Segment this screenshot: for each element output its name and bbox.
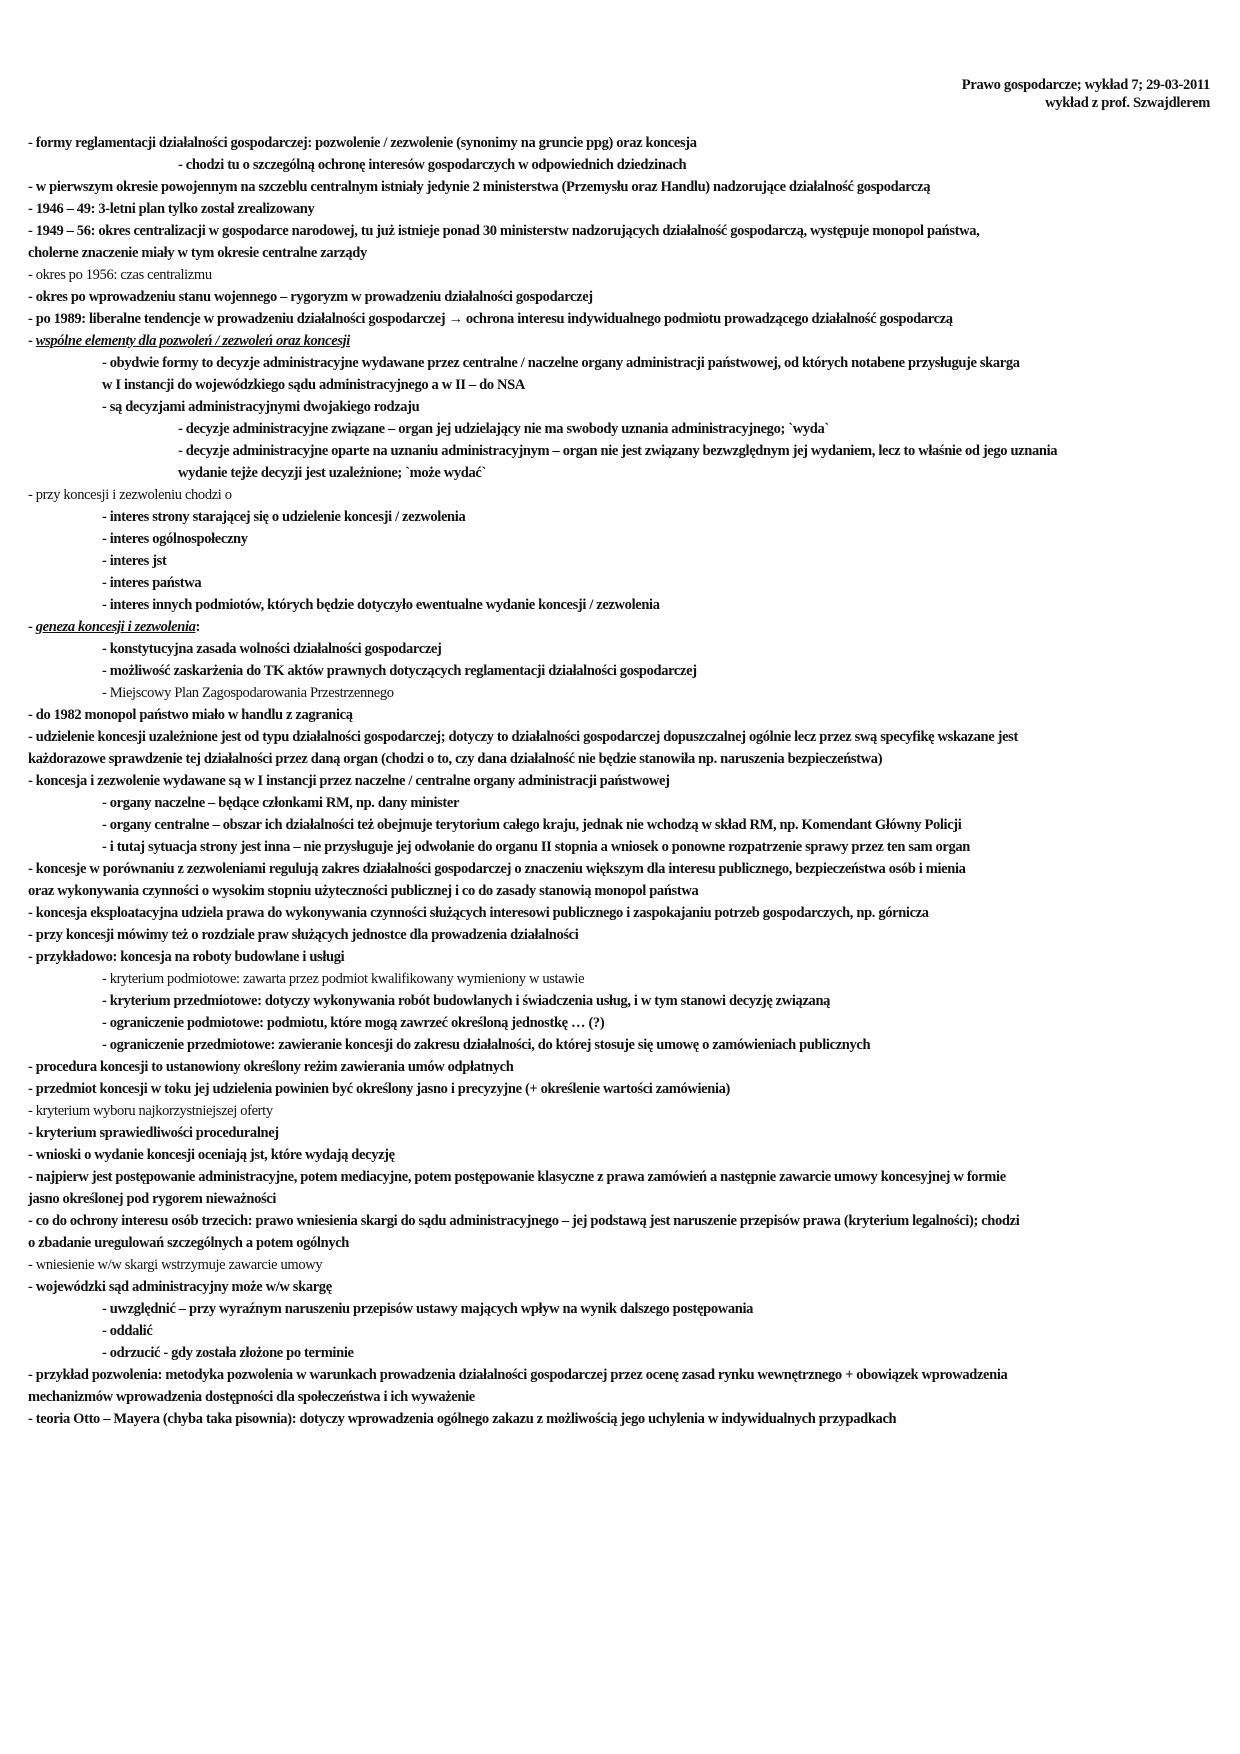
text-line: [28, 836, 1218, 858]
text-line: [28, 1122, 1218, 1144]
text-line: [28, 462, 1218, 484]
line-text: - chodzi tu o szczególną ochronę interesów gospodarczych w odpowiednich dziedzinach: [178, 157, 687, 173]
text-line: [28, 154, 1218, 176]
line-text: każdorazowe sprawdzenie tej działalności przez daną organ (chodzi o to, czy dana działalność nie będzie stanowiła np. naruszenia bezpieczeństwa): [28, 751, 883, 767]
text-line: [28, 506, 1218, 528]
line-text: - interes państwa: [102, 575, 202, 591]
line-text: - przy koncesji mówimy też o rozdziale praw służących jednostce dla prowadzenia działalności: [28, 927, 579, 943]
text-line: [28, 528, 1218, 550]
line-text: - najpierw jest postępowanie administracyjne, potem mediacyjne, potem postępowanie klasyczne z prawa zamówień a następnie zawarcie umowy koncesyjnej w formie: [28, 1169, 1006, 1185]
line-text: - i tutaj sytuacja strony jest inna – nie przysługuje jej odwołanie do organu II stopnia a wniosek o ponowne rozpatrzenie sprawy przez ten sam organ: [102, 839, 971, 855]
text-line: [28, 1320, 1218, 1342]
line-text: - przedmiot koncesji w toku jej udzielenia powinien być określony jasno i precyzyjne (+ określenie wartości zamówienia): [28, 1081, 731, 1097]
text-line: [28, 308, 1218, 330]
text-line: [28, 374, 1218, 396]
text-line: [28, 176, 1218, 198]
text-line: [28, 924, 1218, 946]
line-text: w I instancji do wojewódzkiego sądu administracyjnego a w II – do NSA: [102, 377, 525, 393]
line-text: o zbadanie uregulowań szczególnych a potem ogólnych: [28, 1235, 350, 1251]
line-text: - interes jst: [102, 553, 167, 569]
text-line: [28, 968, 1218, 990]
line-text: - co do ochrony interesu osób trzecich: prawo wniesienia skargi do sądu administracyjnego – jej podstawą jest naruszenie przepisów prawa (kryterium legalności); chodzi: [28, 1213, 1020, 1229]
text-line: [28, 946, 1218, 968]
text-line: [28, 198, 1218, 220]
text-line: [28, 726, 1218, 748]
text-line: [28, 1298, 1218, 1320]
text-line: [28, 396, 1218, 418]
line-text: - są decyzjami administracyjnymi dwojakiego rodzaju: [102, 399, 420, 415]
line-text: -: [28, 333, 36, 349]
document-subtitle: wykład z prof. Szwajdlerem: [1045, 95, 1210, 111]
text-line: [28, 990, 1218, 1012]
text-line: [28, 748, 1218, 770]
text-line: [28, 286, 1218, 308]
text-line: [28, 1100, 1218, 1122]
line-text: - kryterium wyboru najkorzystniejszej oferty: [28, 1103, 273, 1119]
text-line: [28, 352, 1218, 374]
line-text: - wnioski o wydanie koncesji oceniają jst, które wydają decyzję: [28, 1147, 395, 1163]
document-body: [28, 132, 1218, 1430]
line-text: - Miejscowy Plan Zagospodarowania Przestrzennego: [102, 685, 394, 701]
text-line: [28, 1188, 1218, 1210]
text-line: [28, 264, 1218, 286]
line-text: - ograniczenie podmiotowe: podmiotu, które mogą zawrzeć określoną jednostkę … (?): [102, 1015, 605, 1031]
line-text: - do 1982 monopol państwo miało w handlu z zagranicą: [28, 707, 353, 723]
line-text: - udzielenie koncesji uzależnione jest od typu działalności gospodarczej; dotyczy to działalności gospodarczej dopuszczalnej ogólnie lecz przez swą specyfikę wskazane jest: [28, 729, 1018, 745]
line-text: cholerne znaczenie miały w tym okresie centralne zarządy: [28, 245, 367, 261]
text-line: [28, 1254, 1218, 1276]
text-line: [28, 1232, 1218, 1254]
text-line: [28, 682, 1218, 704]
text-line: [28, 858, 1218, 880]
line-text: - wniesienie w/w skargi wstrzymuje zawarcie umowy: [28, 1257, 323, 1273]
text-line: [28, 440, 1218, 462]
line-text: - kryterium przedmiotowe: dotyczy wykonywania robót budowlanych i świadczenia usług, i w tym stanowi decyzję związaną: [102, 993, 831, 1009]
text-line: [28, 1144, 1218, 1166]
text-line: [28, 1210, 1218, 1232]
line-text: - ograniczenie przedmiotowe: zawieranie koncesji do zakresu działalności, do której stosuje się umowę o zamówieniach publicznych: [102, 1037, 871, 1053]
text-line: [28, 330, 1218, 352]
line-text: - okres po 1956: czas centralizmu: [28, 267, 212, 283]
text-line: [28, 1056, 1218, 1078]
line-text: oraz wykonywania czynności o wysokim stopniu użyteczności publicznej i co do zasady stanowią monopol państwa: [28, 883, 699, 899]
text-line: [28, 880, 1218, 902]
section-heading: geneza koncesji i zezwolenia: [35, 619, 196, 635]
text-line: [28, 1166, 1218, 1188]
text-line: [28, 770, 1218, 792]
line-text: - interes ogólnospołeczny: [102, 531, 248, 547]
line-text: - wojewódzki sąd administracyjny może w/w skargę: [28, 1279, 332, 1295]
document-title: Prawo gospodarcze; wykład 7; 29-03-2011: [961, 77, 1210, 93]
text-line: [28, 704, 1218, 726]
text-line: [28, 1364, 1218, 1386]
line-text: - formy reglamentacji działalności gospodarczej: pozwolenie / zezwolenie (synonimy na gruncie ppg) oraz koncesja: [28, 135, 697, 151]
text-line: [28, 814, 1218, 836]
line-text: - kryterium sprawiedliwości proceduralnej: [28, 1125, 279, 1141]
text-line: [28, 1034, 1218, 1056]
line-text: - koncesja eksploatacyjna udziela prawa do wykonywania czynności służących interesowi publicznego i zaspokajaniu potrzeb gospodarczych, np. górnicza: [28, 905, 929, 921]
line-text: - 1946 – 49: 3-letni plan tylko został zrealizowany: [28, 201, 315, 217]
line-text: - decyzje administracyjne związane – organ jej udzielający nie ma swobody uznania administracyjnego; `wyda`: [178, 421, 829, 437]
line-text: - interes innych podmiotów, których będzie dotyczyło ewentualne wydanie koncesji / zezwolenia: [102, 597, 660, 613]
line-text: - w pierwszym okresie powojennym na szczeblu centralnym istniały jedynie 2 ministerstwa (Przemysłu oraz Handlu) nadzorujące działalność gospodarczą: [28, 179, 931, 195]
line-text: - obydwie formy to decyzje administracyjne wydawane przez centralne / naczelne organy administracji państwowej, od których notabene przysługuje skarga: [102, 355, 1020, 371]
line-text: - okres po wprowadzeniu stanu wojennego – rygoryzm w prowadzeniu działalności gospodarczej: [28, 289, 593, 305]
line-text: - decyzje administracyjne oparte na uznaniu administracyjnym – organ nie jest związany bezwzględnym jej wydaniem, lecz to właśnie od jego uznania: [178, 443, 1058, 459]
line-text: jasno określonej pod rygorem nieważności: [28, 1191, 277, 1207]
line-text: - uwzględnić – przy wyraźnym naruszeniu przepisów ustawy mających wpływ na wynik dalszego postępowania: [102, 1301, 754, 1317]
line-text: - oddalić: [102, 1323, 153, 1339]
line-text: - przykład pozwolenia: metodyka pozwolenia w warunkach prowadzenia działalności gospodarczej przez ocenę zasad rynku wewnętrznego + obowiązek wprowadzenia: [28, 1367, 1008, 1383]
text-line: [28, 660, 1218, 682]
line-text: - przy koncesji i zezwoleniu chodzi o: [28, 487, 232, 503]
line-text: - odrzucić - gdy została złożone po terminie: [102, 1345, 354, 1361]
text-line: [28, 1386, 1218, 1408]
line-text: - organy centralne – obszar ich działalności też obejmuje terytorium całego kraju, jednak nie wchodzą w skład RM, np. Komendant Główny Policji: [102, 817, 962, 833]
document-header: [962, 76, 1210, 112]
text-line: [28, 132, 1218, 154]
text-line: [28, 1078, 1218, 1100]
text-line: [28, 902, 1218, 924]
text-line: [28, 550, 1218, 572]
line-text: mechanizmów wprowadzenia dostępności dla społeczeństwa i ich wyważenie: [28, 1389, 475, 1405]
text-line: [28, 1408, 1218, 1430]
line-text: - teoria Otto – Mayera (chyba taka pisownia): dotyczy wprowadzenia ogólnego zakazu z możliwością jego uchylenia w indywidualnych przypadkach: [28, 1411, 897, 1427]
line-text: - koncesja i zezwolenie wydawane są w I instancji przez naczelne / centralne organy administracji państwowej: [28, 773, 670, 789]
line-text: - koncesje w porównaniu z zezwoleniami regulują zakres działalności gospodarczej o znaczeniu większym dla interesu publicznego, bezpieczeństwa osób i mienia: [28, 861, 966, 877]
line-text: wydanie tejże decyzji jest uzależnione; `może wydać`: [178, 465, 486, 481]
line-text: - organy naczelne – będące członkami RM, np. dany minister: [102, 795, 460, 811]
line-text: - kryterium podmiotowe: zawarta przez podmiot kwalifikowany wymieniony w ustawie: [102, 971, 585, 987]
line-text: - procedura koncesji to ustanowiony określony reżim zawierania umów odpłatnych: [28, 1059, 514, 1075]
line-text: - przykładowo: koncesja na roboty budowlane i usługi: [28, 949, 345, 965]
line-text: - możliwość zaskarżenia do TK aktów prawnych dotyczących reglamentacji działalności gospodarczej: [102, 663, 697, 679]
text-line: [28, 418, 1218, 440]
line-text: - 1949 – 56: okres centralizacji w gospodarce narodowej, tu już istnieje ponad 30 ministerstw nadzorujących działalność gospodarczą, występuje monopol państwa,: [28, 223, 980, 239]
text-line: [28, 792, 1218, 814]
line-text: - konstytucyjna zasada wolności działalności gospodarczej: [102, 641, 442, 657]
line-text: - po 1989: liberalne tendencje w prowadzeniu działalności gospodarczej → ochrona interesu indywidualnego podmiotu prowadzącego działalność gospodarczą: [28, 311, 953, 327]
text-line: [28, 572, 1218, 594]
text-line: [28, 242, 1218, 264]
section-heading: wspólne elementy dla pozwoleń / zezwoleń oraz koncesji: [35, 333, 350, 349]
text-line: [28, 220, 1218, 242]
line-suffix: :: [195, 619, 201, 635]
line-text: - interes strony starającej się o udzielenie koncesji / zezwolenia: [102, 509, 466, 525]
text-line: [28, 1276, 1218, 1298]
text-line: [28, 638, 1218, 660]
line-text: -: [28, 619, 36, 635]
text-line: [28, 616, 1218, 638]
text-line: [28, 594, 1218, 616]
text-line: [28, 1342, 1218, 1364]
text-line: [28, 1012, 1218, 1034]
text-line: [28, 484, 1218, 506]
